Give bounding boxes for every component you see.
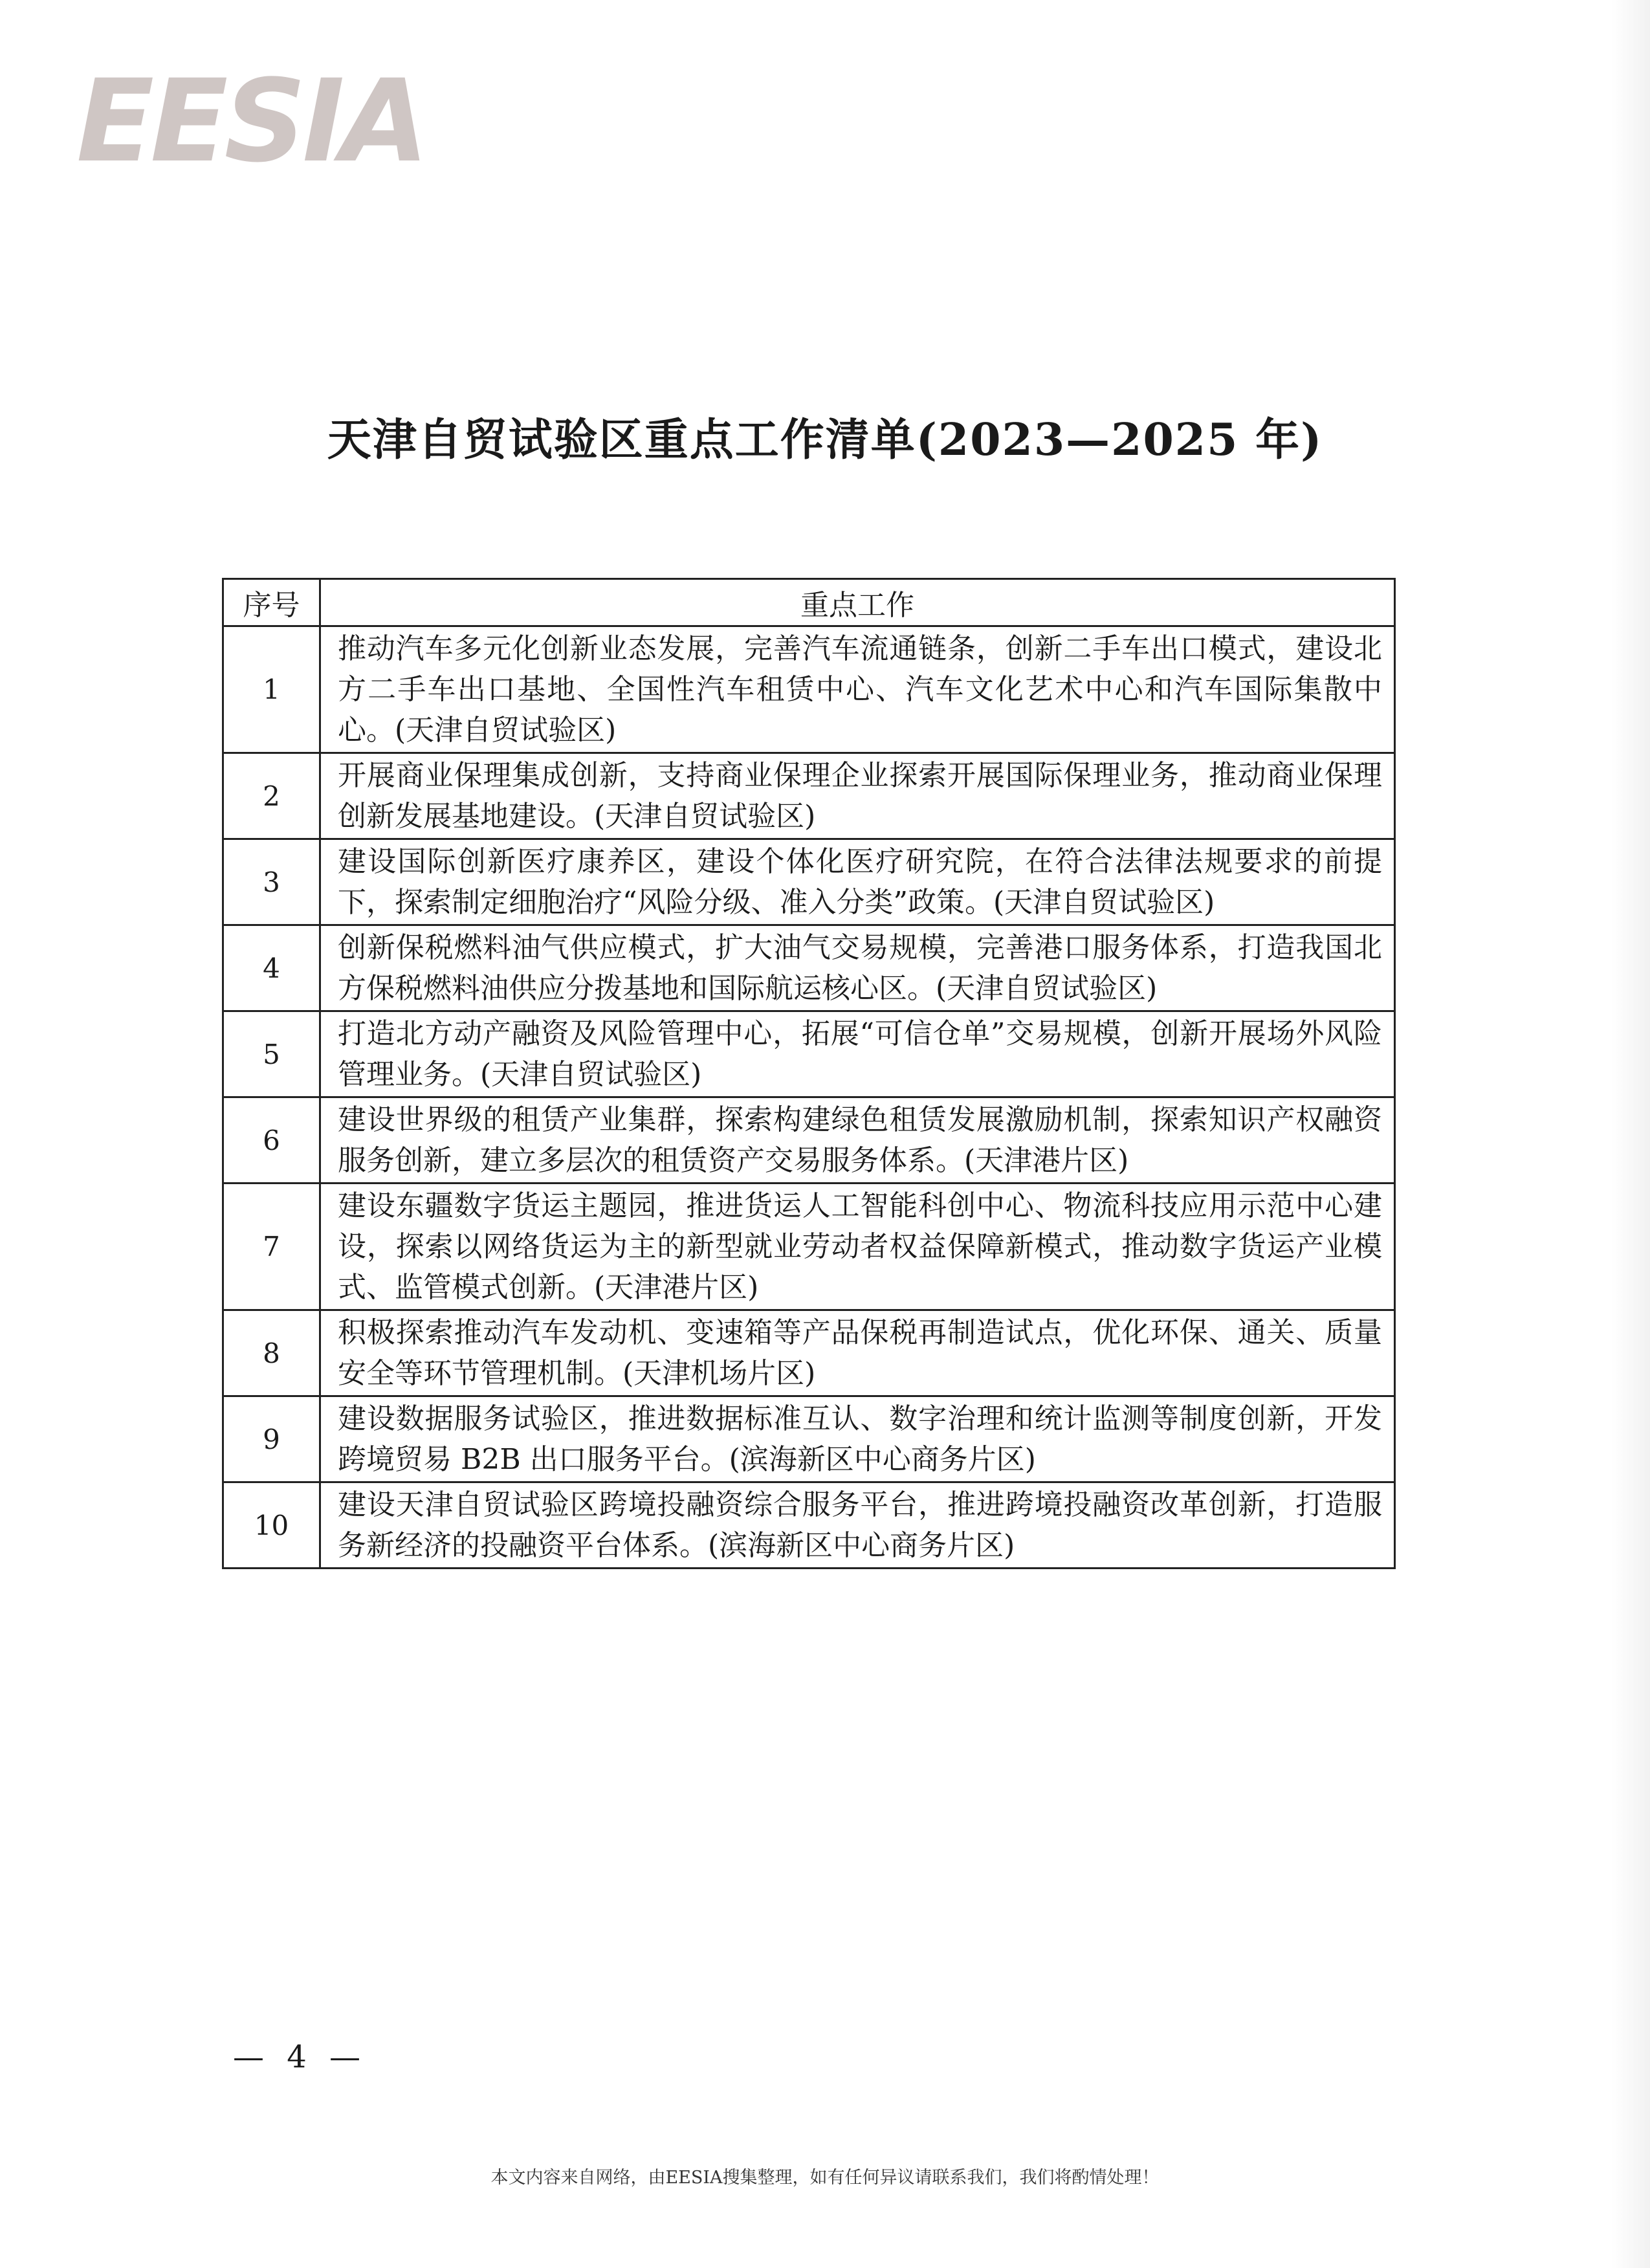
row-work-text: 打造北方动产融资及风险管理中心，拓展“可信仓单”交易规模，创新开展场外风险管理业务。(天津自贸试验区) [320, 1011, 1395, 1097]
table-row [223, 753, 1395, 839]
row-number: 10 [223, 1482, 320, 1569]
table-header-row [223, 579, 1395, 626]
scan-page-edge [1611, 0, 1650, 2268]
eesia-logo: EESIA [76, 55, 425, 188]
row-work-text: 推动汽车多元化创新业态发展，完善汽车流通链条，创新二手车出口模式，建设北方二手车出口基地、全国性汽车租赁中心、汽车文化艺术中心和汽车国际集散中心。(天津自贸试验区) [320, 626, 1395, 753]
header-serial-number: 序号 [223, 579, 320, 626]
row-work-text: 开展商业保理集成创新，支持商业保理企业探索开展国际保理业务，推动商业保理创新发展基地建设。(天津自贸试验区) [320, 753, 1395, 839]
row-number: 8 [223, 1310, 320, 1396]
table-row [223, 1097, 1395, 1184]
table-row [223, 925, 1395, 1011]
key-work-table [222, 578, 1396, 1569]
row-number: 6 [223, 1097, 320, 1184]
row-number: 7 [223, 1184, 320, 1310]
table-row [223, 1184, 1395, 1310]
row-number: 1 [223, 626, 320, 753]
row-work-text: 建设东疆数字货运主题园，推进货运人工智能科创中心、物流科技应用示范中心建设，探索以网络货运为主的新型就业劳动者权益保障新模式，推动数字货运产业模式、监管模式创新。(天津港片区) [320, 1184, 1395, 1310]
row-number: 5 [223, 1011, 320, 1097]
row-number: 3 [223, 839, 320, 925]
table-row [223, 839, 1395, 925]
row-number: 9 [223, 1396, 320, 1482]
table-row [223, 1482, 1395, 1569]
row-work-text: 创新保税燃料油气供应模式，扩大油气交易规模，完善港口服务体系，打造我国北方保税燃料油供应分拨基地和国际航运核心区。(天津自贸试验区) [320, 925, 1395, 1011]
row-work-text: 建设国际创新医疗康养区，建设个体化医疗研究院，在符合法律法规要求的前提下，探索制定细胞治疗“风险分级、准入分类”政策。(天津自贸试验区) [320, 839, 1395, 925]
row-work-text: 建设世界级的租赁产业集群，探索构建绿色租赁发展激励机制，探索知识产权融资服务创新，建立多层次的租赁资产交易服务体系。(天津港片区) [320, 1097, 1395, 1184]
page-number: — 4 — [233, 2039, 368, 2075]
footer-disclaimer: 本文内容来自网络，由EESIA搜集整理，如有任何异议请联系我们，我们将酌情处理！ [490, 2168, 1160, 2188]
table-row [223, 1310, 1395, 1396]
table-row [223, 1396, 1395, 1482]
header-key-work: 重点工作 [320, 579, 1395, 626]
row-number: 2 [223, 753, 320, 839]
table-row [223, 626, 1395, 753]
row-work-text: 积极探索推动汽车发动机、变速箱等产品保税再制造试点，优化环保、通关、质量安全等环节管理机制。(天津机场片区) [320, 1310, 1395, 1396]
row-work-text: 建设数据服务试验区，推进数据标准互认、数字治理和统计监测等制度创新，开发跨境贸易 B2B 出口服务平台。(滨海新区中心商务片区) [320, 1396, 1395, 1482]
document-title: 天津自贸试验区重点工作清单(2023—2025 年) [327, 414, 1323, 466]
row-work-text: 建设天津自贸试验区跨境投融资综合服务平台，推进跨境投融资改革创新，打造服务新经济的投融资平台体系。(滨海新区中心商务片区) [320, 1482, 1395, 1569]
row-number: 4 [223, 925, 320, 1011]
table-row [223, 1011, 1395, 1097]
